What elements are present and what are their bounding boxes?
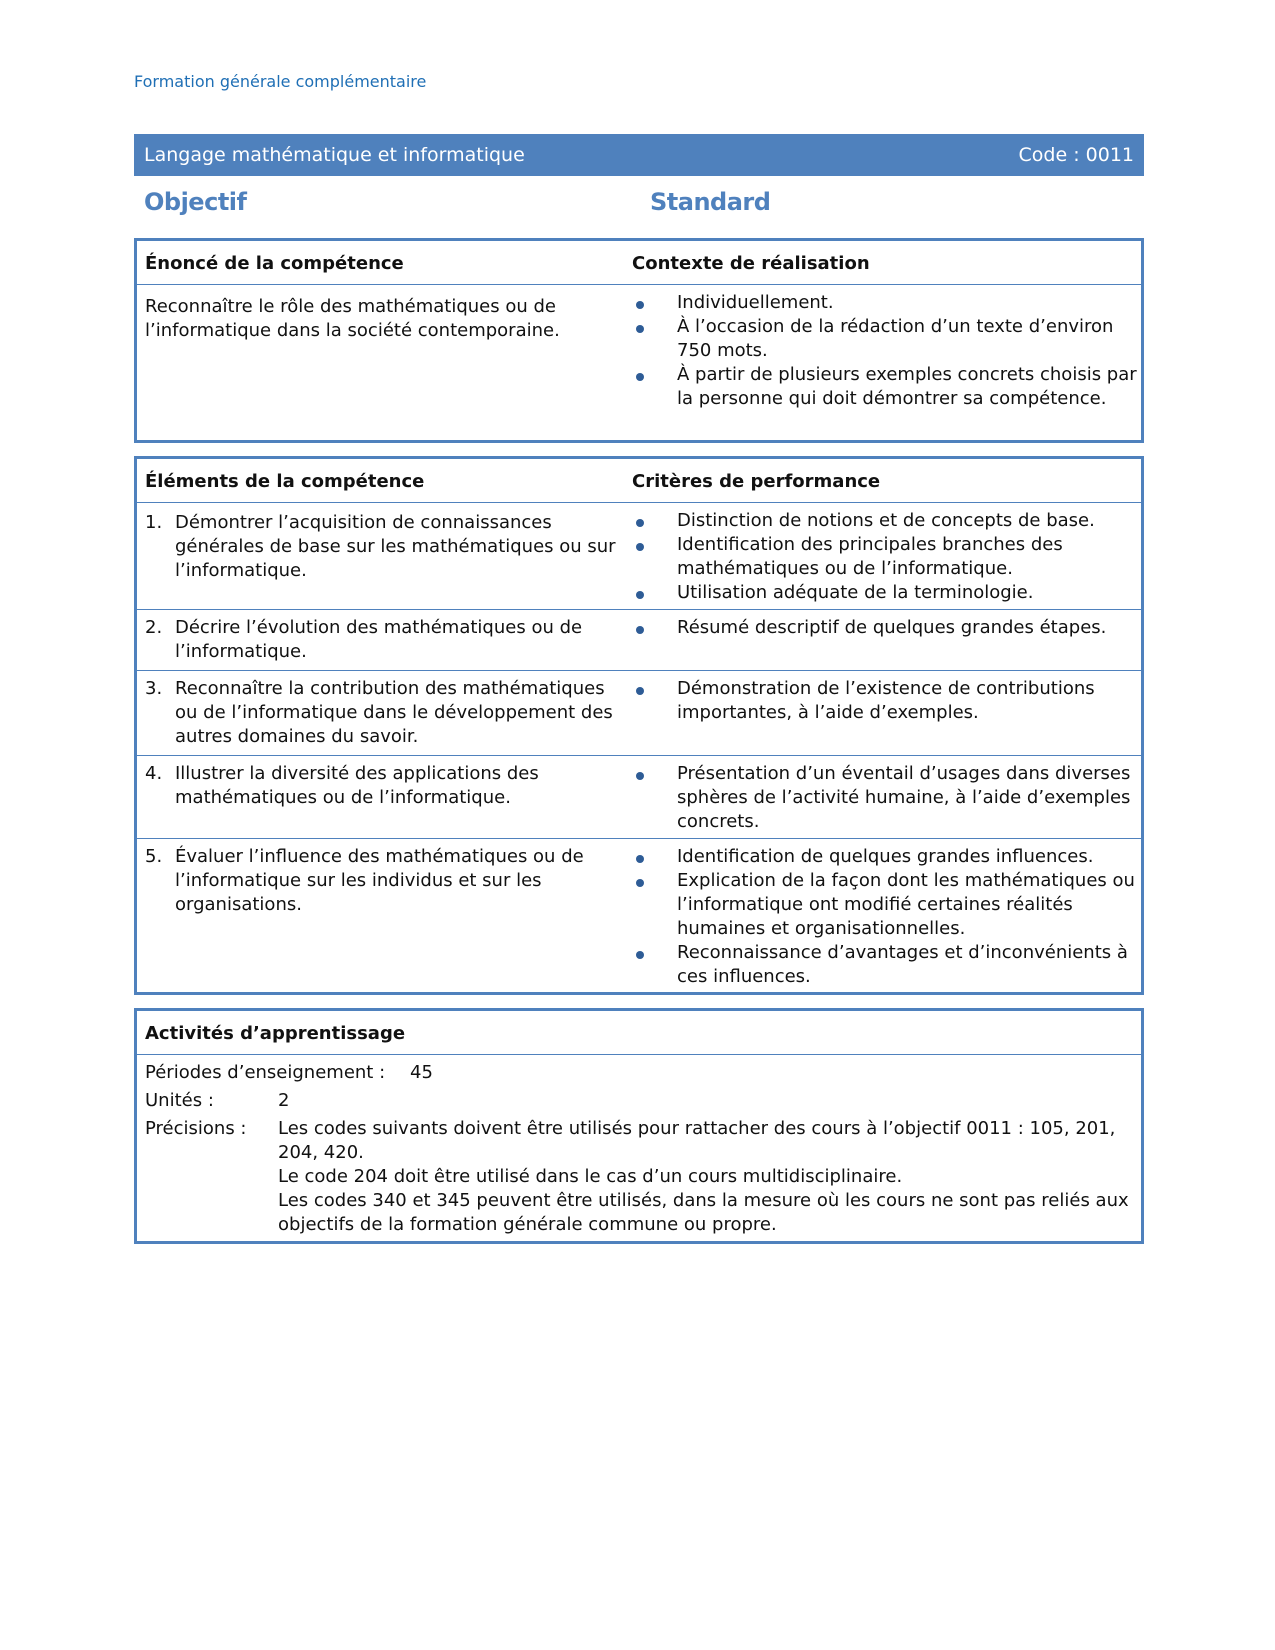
details-line: Les codes 340 et 345 peuvent être utilisés, dans la mesure où les cours ne sont pas reliés aux objectifs de la formation générale commune ou propre. <box>278 1190 1129 1235</box>
criteria-list <box>632 616 1137 640</box>
periods-value: 45 <box>410 1062 433 1083</box>
criteria-item: Présentation d’un éventail d’usages dans diverses sphères de l’activité humaine, à l’aide d’exemples concrets. <box>632 762 1137 834</box>
competence-table <box>137 241 1141 415</box>
details-line: Les codes suivants doivent être utilisés pour rattacher des cours à l’objectif 0011 : 105, 201, 204, 420. <box>278 1118 1116 1163</box>
element-number: 3. <box>145 678 163 699</box>
competence-statement: Reconnaître le rôle des mathématiques ou de l’informatique dans la société contemporaine. <box>145 296 560 341</box>
criteria-list <box>632 677 1137 725</box>
context-item: Individuellement. <box>632 291 1137 315</box>
criteria-item: Distinction de notions et de concepts de base. <box>632 509 1137 533</box>
element-row <box>137 671 1141 756</box>
course-title: Langage mathématique et informatique <box>144 144 525 166</box>
element-text: Démontrer l’acquisition de connaissances générales de base sur les mathématiques ou sur l’informatique. <box>175 512 616 581</box>
elements-header: Éléments de la compétence <box>137 459 632 503</box>
criteria-item: Reconnaissance d’avantages et d’inconvénients à ces influences. <box>632 941 1137 989</box>
units-row <box>145 1089 1133 1113</box>
context-list <box>632 291 1137 411</box>
element-item <box>145 845 624 917</box>
criteria-item: Identification des principales branches des mathématiques ou de l’informatique. <box>632 533 1137 581</box>
course-code: Code : 0011 <box>1018 144 1134 166</box>
activities-box <box>134 1008 1144 1244</box>
context-item: À partir de plusieurs exemples concrets choisis par la personne qui doit démontrer sa compétence. <box>632 363 1137 411</box>
element-number: 4. <box>145 763 163 784</box>
details-label: Précisions : <box>145 1118 247 1139</box>
objectif-title: Objectif <box>144 188 247 216</box>
element-item <box>145 677 624 749</box>
criteria-list <box>632 845 1137 989</box>
details-lines <box>278 1117 1133 1237</box>
details-row <box>145 1117 1133 1237</box>
element-text: Illustrer la diversité des applications des mathématiques ou de l’informatique. <box>175 763 539 808</box>
element-number: 5. <box>145 846 163 867</box>
element-row <box>137 756 1141 839</box>
criteria-list <box>632 509 1137 605</box>
elements-box <box>134 456 1144 995</box>
element-row <box>137 839 1141 994</box>
element-text: Décrire l’évolution des mathématiques ou de l’informatique. <box>175 617 583 662</box>
title-bar <box>134 134 1144 176</box>
units-value: 2 <box>278 1090 290 1111</box>
details-line: Le code 204 doit être utilisé dans le cas d’un cours multidisciplinaire. <box>278 1166 903 1187</box>
element-number: 2. <box>145 617 163 638</box>
criteria-item: Explication de la façon dont les mathématiques ou l’informatique ont modifié certaines réalités humaines et organisationnelles. <box>632 869 1137 941</box>
periods-row <box>145 1061 1133 1085</box>
criteria-item: Utilisation adéquate de la terminologie. <box>632 581 1137 605</box>
criteria-header: Critères de performance <box>632 459 1141 503</box>
standard-title: Standard <box>650 188 771 216</box>
element-item <box>145 511 624 583</box>
competence-box <box>134 238 1144 443</box>
element-item <box>145 616 624 664</box>
activities-header: Activités d’apprentissage <box>137 1011 1141 1055</box>
units-label: Unités : <box>145 1090 214 1111</box>
element-item <box>145 762 624 810</box>
page-header: Formation générale complémentaire <box>134 72 427 91</box>
elements-table <box>137 459 1141 993</box>
context-header: Contexte de réalisation <box>632 241 1141 285</box>
criteria-item: Identification de quelques grandes influences. <box>632 845 1137 869</box>
context-cell <box>632 285 1141 416</box>
activities-body <box>137 1055 1141 1247</box>
competence-statement-header: Énoncé de la compétence <box>137 241 632 285</box>
context-item: À l’occasion de la rédaction d’un texte d’environ 750 mots. <box>632 315 1137 363</box>
periods-label: Périodes d’enseignement : <box>145 1062 386 1083</box>
element-row <box>137 610 1141 671</box>
element-row <box>137 503 1141 610</box>
column-titles <box>134 188 1144 228</box>
criteria-list <box>632 762 1137 834</box>
element-text: Reconnaître la contribution des mathématiques ou de l’informatique dans le développement des autres domaines du savoir. <box>175 678 613 747</box>
criteria-item: Résumé descriptif de quelques grandes étapes. <box>632 616 1137 640</box>
element-text: Évaluer l’influence des mathématiques ou de l’informatique sur les individus et sur les organisations. <box>175 846 584 915</box>
criteria-item: Démonstration de l’existence de contributions importantes, à l’aide d’exemples. <box>632 677 1137 725</box>
element-number: 1. <box>145 512 163 533</box>
activities-table <box>137 1011 1141 1055</box>
